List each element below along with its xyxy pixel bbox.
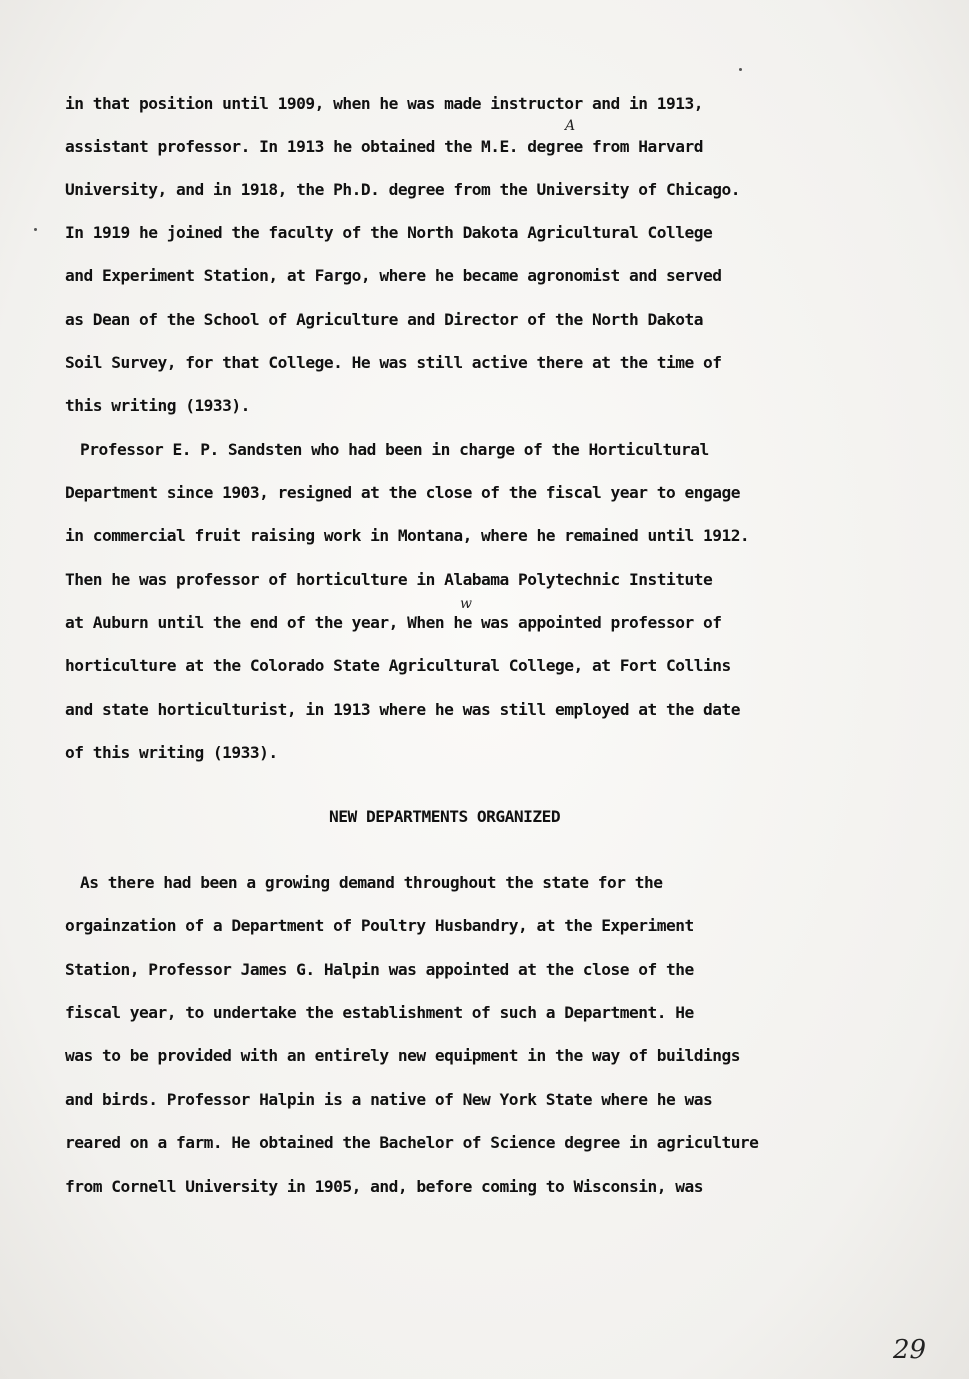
text-line: In 1919 he joined the faculty of the North Dakota Agricultural College: [65, 223, 713, 242]
text-line: in that position until 1909, when he was made instructor and in 1913,: [65, 94, 703, 113]
text-line: and state horticulturist, in 1913 where he was still employed at the date: [65, 700, 740, 719]
text-line: from Cornell University in 1905, and, before coming to Wisconsin, was: [65, 1177, 703, 1196]
text-line: Station, Professor James G. Halpin was appointed at the close of the: [65, 960, 694, 979]
scan-speck: [34, 228, 37, 231]
text-line: of this writing (1933).: [65, 743, 278, 762]
text-line: reared on a farm. He obtained the Bachelor of Science degree in agriculture: [65, 1133, 759, 1152]
text-line: and Experiment Station, at Fargo, where he became agronomist and served: [65, 266, 722, 285]
text-line: Professor E. P. Sandsten who had been in charge of the Horticultural: [80, 440, 709, 459]
section-heading: NEW DEPARTMENTS ORGANIZED: [329, 807, 561, 826]
text-line: University, and in 1918, the Ph.D. degree from the University of Chicago.: [65, 180, 740, 199]
text-line: Department since 1903, resigned at the close of the fiscal year to engage: [65, 483, 740, 502]
text-line: at Auburn until the end of the year, When he was appointed professor of: [65, 613, 722, 632]
text-line: this writing (1933).: [65, 396, 250, 415]
page-number: 29: [893, 1335, 927, 1365]
text-line: Soil Survey, for that College. He was still active there at the time of: [65, 353, 722, 372]
handwritten-correction: A: [565, 118, 576, 134]
text-line: As there had been a growing demand throughout the state for the: [80, 873, 663, 892]
text-line: fiscal year, to undertake the establishment of such a Department. He: [65, 1003, 694, 1022]
text-line: and birds. Professor Halpin is a native of New York State where he was: [65, 1090, 713, 1109]
text-line: Then he was professor of horticulture in Alabama Polytechnic Institute: [65, 570, 713, 589]
handwritten-correction: w: [460, 596, 472, 612]
text-line: as Dean of the School of Agriculture and Director of the North Dakota: [65, 310, 703, 329]
text-line: orgainzation of a Department of Poultry Husbandry, at the Experiment: [65, 916, 694, 935]
text-line: was to be provided with an entirely new equipment in the way of buildings: [65, 1046, 740, 1065]
text-line: horticulture at the Colorado State Agricultural College, at Fort Collins: [65, 656, 731, 675]
text-line: in commercial fruit raising work in Montana, where he remained until 1912.: [65, 526, 750, 545]
scan-speck: [739, 68, 742, 71]
text-line: assistant professor. In 1913 he obtained the M.E. degree from Harvard: [65, 137, 703, 156]
